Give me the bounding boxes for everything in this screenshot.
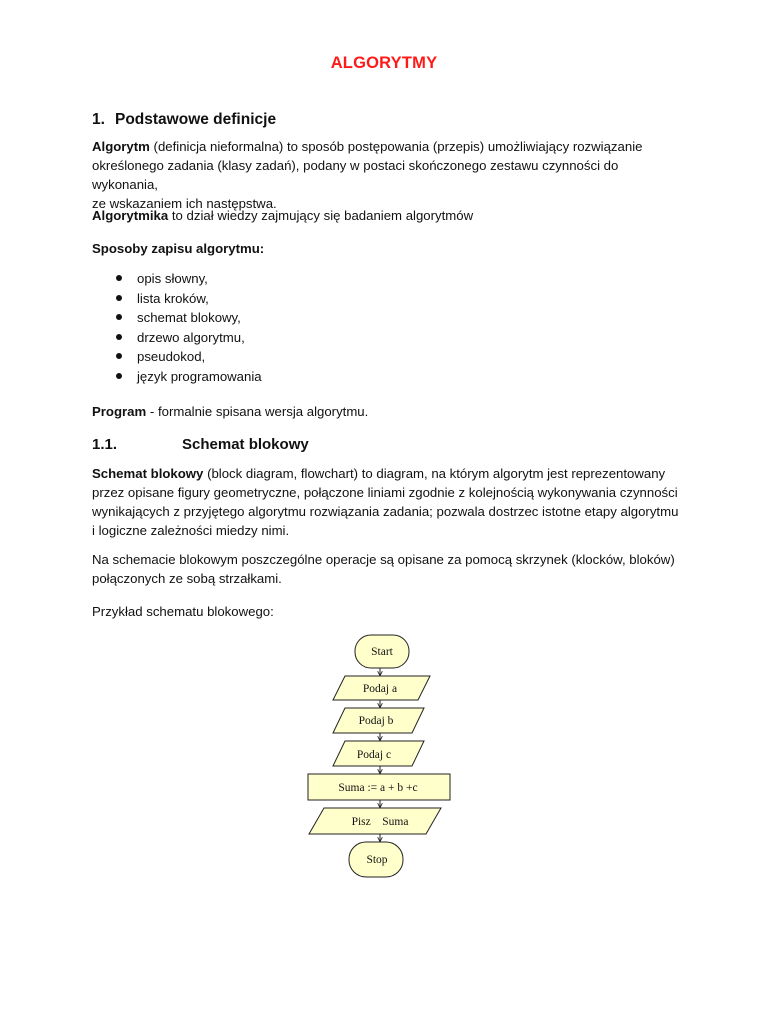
list-item	[92, 347, 262, 367]
bullet-icon	[116, 275, 122, 281]
list-item	[92, 367, 262, 387]
flowchart-input-c-label: Podaj c	[356, 749, 392, 761]
list-item	[92, 308, 262, 328]
schemat-term: Schemat blokowy	[92, 466, 204, 481]
program-paragraph	[92, 402, 682, 421]
algorytmika-term: Algorytmika	[92, 208, 169, 223]
schemat-line-3: wynikających z przyjętego algorytmu rozwiązania zadania; pozwala dostrzec istotne etapy algorytmu	[92, 504, 679, 519]
na-schemacie-line-1: Na schemacie blokowym poszczególne operacje są opisane za pomocą skrzynek (klocków, bloków)	[92, 552, 675, 567]
bullet-icon	[116, 295, 122, 301]
subsection-number: 1.1.	[92, 436, 118, 453]
flowchart-start-label: Start	[371, 646, 393, 658]
bullet-icon	[116, 334, 122, 340]
definition-line-3: ze wskazaniem ich następstwa.	[92, 196, 277, 211]
definition-line-1: (definicja nieformalna) to sposób postępowania (przepis) umożliwiający rozwiązanie	[149, 139, 643, 154]
program-text: - formalnie spisana wersja algorytmu.	[146, 404, 369, 419]
schemat-paragraph	[92, 464, 682, 540]
bullet-icon	[116, 314, 122, 320]
flowchart-input-b-label: Podaj b	[358, 715, 394, 727]
list-item-label: opis słowny,	[137, 271, 208, 286]
section-heading-schemat	[92, 435, 309, 454]
bullet-icon	[116, 353, 122, 359]
schemat-line-1: (block diagram, flowchart) to diagram, na którym algorytm jest reprezentowany	[203, 466, 666, 481]
list-item	[92, 328, 262, 348]
flowchart-input-a-label: Podaj a	[362, 683, 398, 695]
schemat-line-4: i logiczne zależności miedzy nimi.	[92, 523, 290, 538]
subsection-title: Schemat blokowy	[182, 436, 309, 453]
definition-term: Algorytm	[92, 139, 150, 154]
na-schemacie-line-2: połączonych ze sobą strzałkami.	[92, 571, 282, 586]
list-item-label: lista kroków,	[137, 290, 209, 306]
algorytmika-text: to dział wiedzy zajmujący się badaniem algorytmów	[168, 208, 474, 223]
bullet-icon	[116, 373, 122, 379]
section-number: 1.	[92, 111, 105, 128]
list-item	[92, 289, 262, 309]
przyklad-label: Przykład schematu blokowego:	[92, 604, 274, 619]
section-title: Podstawowe definicje	[115, 111, 277, 128]
na-schemacie-paragraph	[92, 550, 682, 588]
definition-line-2: określonego zadania (klasy zadań), podany w postaci skończonego zestawu czynności do wykonania,	[92, 158, 619, 192]
definition-paragraph	[92, 137, 682, 213]
sposoby-list	[92, 269, 262, 387]
sposoby-heading: Sposoby zapisu algorytmu:	[92, 241, 265, 256]
list-item	[92, 269, 262, 289]
schemat-line-2: przez opisane figury geometryczne, połączone liniami zgodnie z kolejnością wykonywania czynności	[92, 485, 678, 500]
section-heading-podstawowe	[92, 110, 276, 129]
list-item-label: schemat blokowy,	[137, 310, 241, 326]
flowchart-output-label: Pisz Suma	[351, 816, 409, 828]
flowchart-process-label: Suma := a + b +c	[338, 782, 418, 794]
list-item-label: drzewo algorytmu,	[137, 329, 245, 345]
list-item-label: język programowania	[137, 368, 262, 384]
flowchart-stop-label: Stop	[366, 854, 388, 866]
algorytmika-paragraph	[92, 206, 682, 225]
list-item-label: pseudokod,	[137, 349, 206, 365]
program-term: Program	[92, 404, 147, 419]
flowchart-diagram	[302, 632, 458, 882]
document-title: ALGORYTMY	[330, 54, 438, 72]
